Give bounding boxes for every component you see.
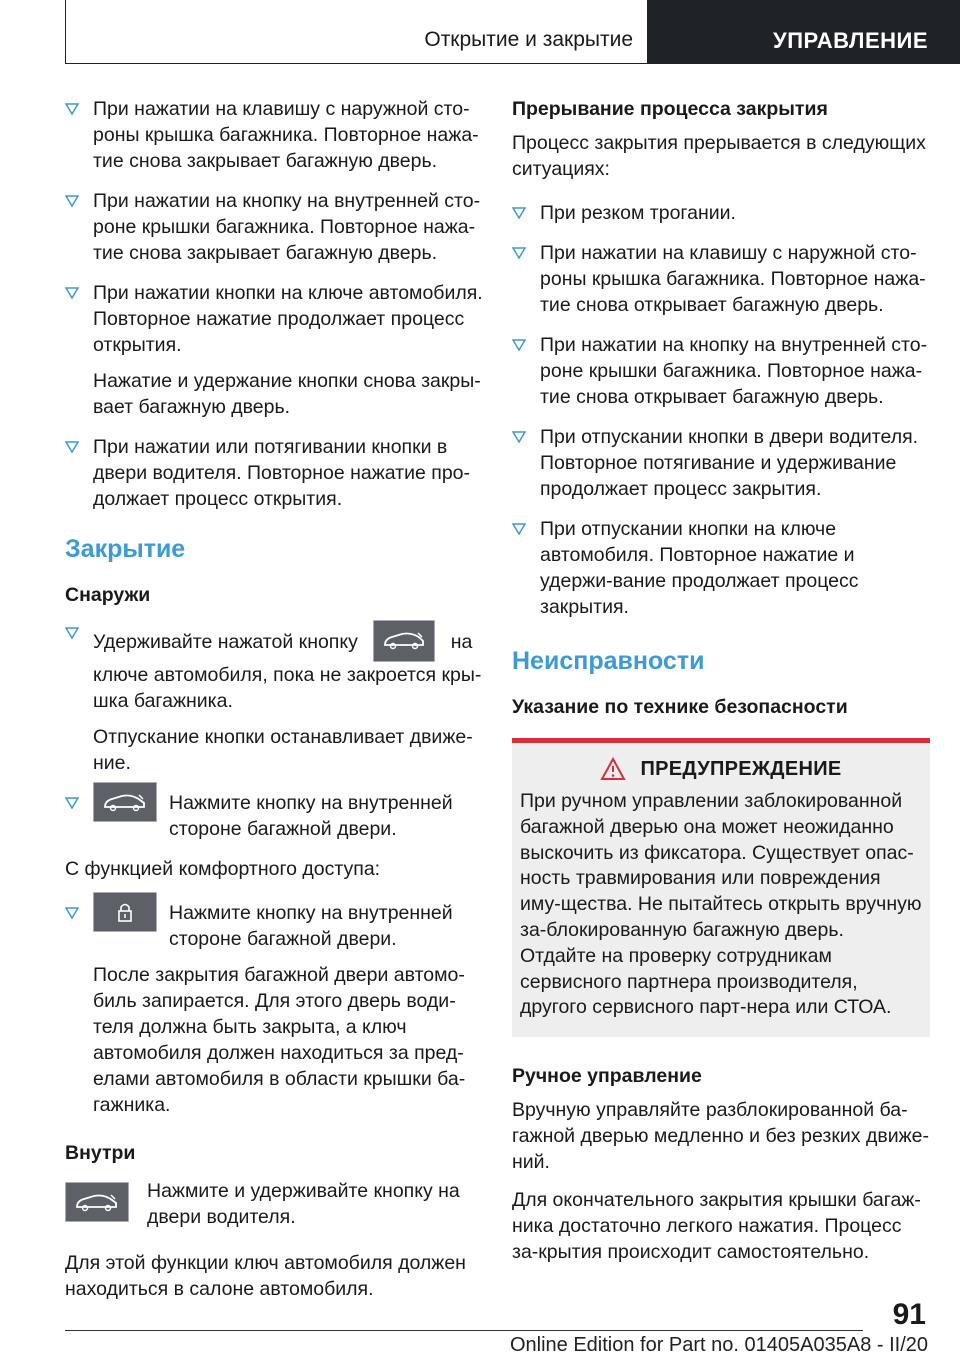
inside-heading: Внутри xyxy=(65,1142,136,1164)
list-item xyxy=(65,96,485,174)
bullet-triangle-icon xyxy=(65,796,79,810)
list-item-text: При нажатии на кнопку на внутренней сто-роне крышки багажника. Повторное нажа-тие снова открывает багажную дверь. xyxy=(540,334,928,408)
warning-triangle-icon xyxy=(600,757,626,781)
chapter-title: УПРАВЛЕНИЕ xyxy=(773,28,928,53)
bullet-triangle-icon xyxy=(512,246,526,260)
inside-row xyxy=(65,1178,485,1230)
list-item xyxy=(65,900,485,1118)
trunk-close-icon xyxy=(93,782,157,822)
list-item xyxy=(65,790,485,842)
bullet-triangle-icon xyxy=(512,206,526,220)
list-item xyxy=(512,516,930,620)
list-item xyxy=(512,200,930,226)
interrupt-heading: Прерывание процесса закрытия xyxy=(512,98,828,120)
list-item-text: При нажатии кнопки на ключе автомобиля. Повторное нажатие продолжает процесс открытия. xyxy=(93,282,483,356)
list-item-text: При нажатии или потягивании кнопки в двери водителя. Повторное нажатие про-должает процесс открытия. xyxy=(93,436,471,510)
outside-item-1 xyxy=(93,620,485,714)
outside-item-3-note: После закрытия багажной двери автомо-биль запирается. Для этого дверь води-теля должна быть закрыта, а ключ автомобиля должен находиться за пред-елами автомобиля в области крышки ба-гажника. xyxy=(93,964,466,1116)
bullet-triangle-icon xyxy=(65,906,79,920)
manual-paragraph-2: Для окончательного закрытия крышки багаж-ника достаточно легкого нажатия. Процесс за-крытия происходит самостоятельно. xyxy=(512,1189,921,1264)
outside-item-1-note: Отпускание кнопки останавливает движе-ние. xyxy=(93,726,473,774)
page-header xyxy=(0,0,960,66)
manual-paragraph-1: Вручную управляйте разблокированной ба-гажной дверью медленно и без резких движе-ний. xyxy=(512,1099,929,1174)
list-item xyxy=(512,424,930,502)
outside-item-1-text-a: Удерживайте нажатой кнопку xyxy=(93,631,358,653)
faults-heading: Неисправности xyxy=(512,647,705,675)
manual-heading: Ручное управление xyxy=(512,1065,702,1088)
bullet-triangle-icon xyxy=(65,626,79,640)
list-item-text: При резком трогании. xyxy=(540,202,736,224)
comfort-access-label: С функцией комфортного доступа: xyxy=(65,858,381,880)
opening-list xyxy=(65,96,485,512)
list-item-text: При нажатии на клавишу с наружной сто-роны крышка багажника. Повторное нажа-тие снова закрывает багажную дверь. xyxy=(93,98,479,172)
bullet-triangle-icon xyxy=(65,286,79,300)
interrupt-intro: Процесс закрытия прерывается в следующих ситуациях: xyxy=(512,132,926,180)
trunk-close-icon xyxy=(65,1182,129,1222)
list-item-text: При нажатии на клавишу с наружной сто-роны крышка багажника. Повторное нажа-тие снова открывает багажную дверь. xyxy=(540,242,926,316)
outside-item-3-text: Нажмите кнопку на внутренней стороне багажной двери. xyxy=(169,902,453,950)
bullet-triangle-icon xyxy=(65,440,79,454)
outside-heading: Снаружи xyxy=(65,584,151,606)
lock-icon xyxy=(93,892,157,932)
interrupt-list xyxy=(512,200,930,620)
trunk-close-icon xyxy=(373,620,435,662)
bullet-triangle-icon xyxy=(512,338,526,352)
right-column xyxy=(512,96,930,1265)
edition-note: Online Edition for Part no. 01405A035A8 - II/20 xyxy=(509,1334,928,1356)
outside-item-3-row xyxy=(93,900,485,952)
inside-note: Для этой функции ключ автомобиля должен находиться в салоне автомобиля. xyxy=(65,1252,466,1300)
section-tab xyxy=(65,0,648,64)
list-item xyxy=(512,240,930,318)
inside-text: Нажмите и удерживайте кнопку на двери водителя. xyxy=(147,1180,460,1228)
bullet-triangle-icon xyxy=(65,194,79,208)
list-item xyxy=(65,620,485,776)
outside-item-2-row xyxy=(93,790,485,842)
footer-divider xyxy=(65,1330,863,1331)
section-title: Открытие и закрытие xyxy=(424,28,633,51)
outside-item-2-text: Нажмите кнопку на внутренней стороне багажной двери. xyxy=(169,792,453,840)
bullet-triangle-icon xyxy=(512,522,526,536)
warning-box xyxy=(512,738,930,1037)
list-item xyxy=(65,280,485,420)
chapter-tab xyxy=(648,0,960,64)
list-item xyxy=(65,434,485,512)
list-item-text: При отпускании кнопки на ключе автомобиля. Повторное нажатие и удержи-вание продолжает процесс закрытия. xyxy=(540,518,859,618)
safety-heading: Указание по технике безопасности xyxy=(512,696,848,718)
list-item xyxy=(65,188,485,266)
list-item xyxy=(512,332,930,410)
warning-header xyxy=(520,757,922,781)
list-item-note: Нажатие и удержание кнопки снова закры-вает багажную дверь. xyxy=(93,370,481,418)
list-item-text: При отпускании кнопки в двери водителя. Повторное потягивание и удерживание продолжает процесс закрытия. xyxy=(540,426,919,500)
outside-item-1-text-b: на ключе автомобиля, пока не закроется кры-шка багажника. xyxy=(93,631,482,712)
page-number: 91 xyxy=(892,1298,926,1331)
bullet-triangle-icon xyxy=(65,102,79,116)
closing-heading: Закрытие xyxy=(65,535,186,563)
list-item-text: При нажатии на кнопку на внутренней сто-роне крышки багажника. Повторное нажа-тие снова закрывает багажную дверь. xyxy=(93,190,481,264)
warning-text: При ручном управлении заблокированной багажной дверью она может неожиданно выскочить из фиксатора. Существует опас-ность травмирования или повреждения иму-щества. Не пытайтесь открыть вручную за-блокированную багажную дверь. Отдайте на проверку сотрудникам сервисного партнера производителя, другого сервисного парт-нера или СТОА. xyxy=(520,790,922,1019)
left-column xyxy=(65,96,485,1302)
bullet-triangle-icon xyxy=(512,430,526,444)
warning-title: ПРЕДУПРЕЖДЕНИЕ xyxy=(640,757,842,780)
